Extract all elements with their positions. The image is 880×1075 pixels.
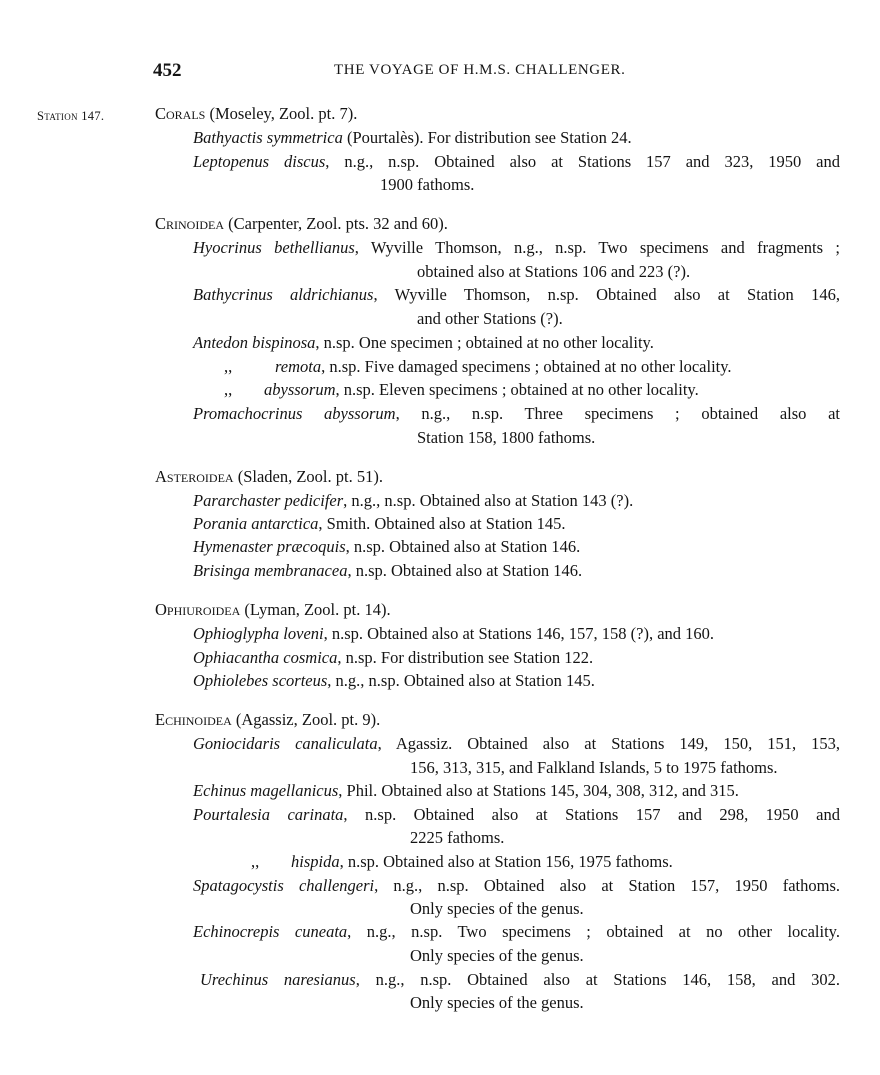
section-reference: (Moseley, Zool. pt. 7). — [205, 104, 358, 123]
species-name: Goniocidaris canaliculata — [193, 734, 378, 753]
section-reference: (Sladen, Zool. pt. 51). — [233, 467, 383, 486]
entry-text: , n.g., n.sp. Obtained also at Station 143 (?). — [343, 491, 634, 510]
species-name: Bathyactis symmetrica — [193, 128, 343, 147]
entry-text: , n.sp. Eleven specimens ; obtained at no other locality. — [335, 380, 699, 399]
species-name: Hymenaster præcoquis — [193, 537, 346, 556]
species-entry — [193, 514, 565, 534]
species-name: Porania antarctica — [193, 514, 319, 533]
entry-text: , n.sp. Five damaged specimens ; obtained at no other locality. — [321, 357, 732, 376]
species-entry — [193, 333, 654, 353]
species-entry — [193, 128, 632, 148]
species-entry — [193, 922, 840, 942]
species-entry — [193, 624, 714, 644]
entry-text: , n.sp. Obtained also at Stations 146, 157, 158 (?), and 160. — [323, 624, 715, 643]
ditto-mark: ,, — [224, 380, 233, 399]
entry-text: , Wyville Thomson, n.sp. Obtained also at Station 146, — [373, 285, 840, 304]
section-reference: (Lyman, Zool. pt. 14). — [240, 600, 391, 619]
species-name: hispida — [291, 852, 340, 871]
ditto-mark: ,, — [251, 852, 260, 871]
entry-text: , n.sp. Obtained also at Station 146. — [345, 537, 581, 556]
species-entry — [193, 648, 593, 668]
species-name: Echinus magellanicus — [193, 781, 339, 800]
entry-text: , n.sp. Obtained also at Station 146. — [347, 561, 583, 580]
entry-text: , n.g., n.sp. Obtained also at Station 157, 1950 fathoms. — [374, 876, 840, 895]
species-entry — [193, 404, 840, 424]
page-number: 452 — [153, 60, 182, 81]
species-entry — [224, 357, 732, 377]
species-entry — [193, 781, 739, 801]
section-reference: (Carpenter, Zool. pts. 32 and 60). — [224, 214, 448, 233]
species-entry — [193, 238, 840, 258]
section-name: Ophiuroidea — [155, 600, 241, 619]
entry-continuation: 156, 313, 315, and Falkland Islands, 5 to 1975 fathoms. — [410, 758, 778, 777]
entry-text: , n.g., n.sp. Obtained also at Stations 157 and 323, 1950 and — [325, 152, 840, 171]
species-name: Leptopenus discus — [193, 152, 326, 171]
species-name: Antedon bispinosa — [193, 333, 316, 352]
section-reference: (Agassiz, Zool. pt. 9). — [231, 710, 381, 729]
entry-text: , n.sp. Obtained also at Stations 157 and 298, 1950 and — [343, 805, 840, 824]
entry-text: , Phil. Obtained also at Stations 145, 304, 308, 312, and 315. — [338, 781, 739, 800]
species-entry — [251, 852, 673, 872]
entry-text: , n.sp. One specimen ; obtained at no other locality. — [315, 333, 654, 352]
species-name: Spatagocystis challengeri — [193, 876, 375, 895]
entry-text: , n.sp. For distribution see Station 122. — [337, 648, 594, 667]
entry-continuation: and other Stations (?). — [417, 309, 563, 328]
entry-text: , Agassiz. Obtained also at Stations 149, 150, 151, 153, — [377, 734, 840, 753]
entry-continuation: 1900 fathoms. — [380, 175, 475, 194]
running-title: THE VOYAGE OF H.M.S. CHALLENGER. — [334, 62, 626, 78]
entry-continuation: Only species of the genus. — [410, 899, 584, 918]
species-entry — [193, 285, 840, 305]
entry-text: , n.g., n.sp. Three specimens ; obtained also at — [395, 404, 840, 423]
species-name: Echinocrepis cuneata — [193, 922, 348, 941]
entry-continuation: Only species of the genus. — [410, 993, 584, 1012]
species-entry — [193, 561, 582, 581]
station-label: Station 147. — [37, 109, 105, 123]
species-entry — [193, 152, 840, 172]
species-name: Ophioglypha loveni — [193, 624, 324, 643]
species-entry — [193, 734, 840, 754]
species-name: Ophiacantha cosmica — [193, 648, 338, 667]
species-entry — [200, 970, 840, 990]
species-name: Hyocrinus bethellianus — [193, 238, 355, 257]
section-heading-echinoidea — [155, 710, 380, 730]
species-name: Urechinus naresianus — [200, 970, 356, 989]
species-name: Ophiolebes scorteus — [193, 671, 328, 690]
species-entry — [193, 537, 580, 557]
entry-continuation: 2225 fathoms. — [410, 828, 505, 847]
entry-text: , n.g., n.sp. Obtained also at Stations 146, 158, and 302. — [355, 970, 841, 989]
entry-text: , n.g., n.sp. Two specimens ; obtained at no other locality. — [347, 922, 840, 941]
entry-text: , n.sp. Obtained also at Station 156, 1975 fathoms. — [339, 852, 673, 871]
section-heading-corals — [155, 104, 357, 124]
entry-text: (Pourtalès). For distribution see Station 24. — [342, 128, 632, 147]
species-name: Pararchaster pedicifer — [193, 491, 344, 510]
section-heading-crinoidea — [155, 214, 448, 234]
ditto-mark: ,, — [224, 357, 233, 376]
species-name: Brisinga membranacea — [193, 561, 348, 580]
species-name: Promachocrinus abyssorum — [193, 404, 396, 423]
section-heading-ophiuroidea — [155, 600, 391, 620]
species-entry — [193, 491, 633, 511]
species-entry — [193, 805, 840, 825]
section-name: Crinoidea — [155, 214, 224, 233]
entry-text: , Smith. Obtained also at Station 145. — [318, 514, 566, 533]
species-name: remota — [275, 357, 322, 376]
entry-continuation: Station 158, 1800 fathoms. — [417, 428, 596, 447]
species-name: Pourtalesia carinata — [193, 805, 344, 824]
section-name: Asteroidea — [155, 467, 234, 486]
entry-text: , n.g., n.sp. Obtained also at Station 145. — [327, 671, 595, 690]
section-heading-asteroidea — [155, 467, 383, 487]
species-entry — [193, 876, 840, 896]
entry-continuation: Only species of the genus. — [410, 946, 584, 965]
species-entry — [224, 380, 699, 400]
species-entry — [193, 671, 595, 691]
species-name: Bathycrinus aldrichianus — [193, 285, 374, 304]
species-name: abyssorum — [264, 380, 336, 399]
entry-text: , Wyville Thomson, n.g., n.sp. Two specimens and fragments ; — [354, 238, 840, 257]
section-name: Corals — [155, 104, 206, 123]
section-name: Echinoidea — [155, 710, 232, 729]
entry-continuation: obtained also at Stations 106 and 223 (?). — [417, 262, 691, 281]
